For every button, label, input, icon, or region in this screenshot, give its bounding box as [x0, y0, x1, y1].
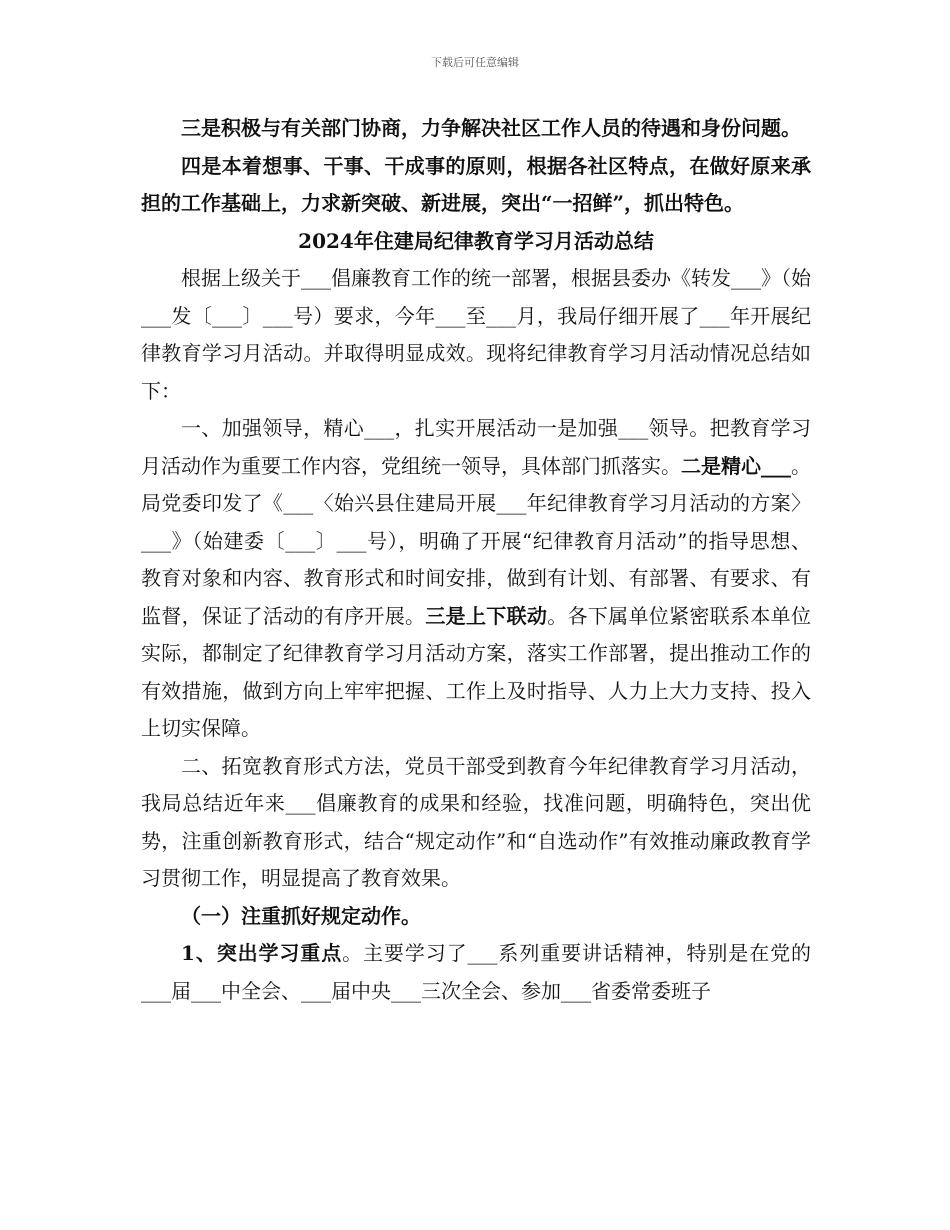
- paragraph-2-bold-d: 三是上下联动: [425, 603, 548, 628]
- document-body: [141, 110, 811, 1010]
- paragraph-5-bold: 1、突出学习重点: [181, 941, 343, 965]
- paragraph-2: [141, 410, 811, 748]
- paragraph-1: 根据上级关于___倡廉教育工作的统一部署，根据县委办《转发___》（始___发〔___〕___号）要求，今年___至___月，我局仔细开展了___年开展纪律教育学习月活动。并取得明显成效。现将纪律教育学习月活动情况总结如下：: [141, 266, 811, 403]
- paragraph-2-part-e: 。各下属单位紧密联系本单位实际，都制定了纪律教育学习月活动方案，落实工作部署，提出推动工作的有效措施，做到方向上牢牢把握、工作上及时指导、人力上大力支持、投入上切实保障。: [141, 603, 811, 740]
- document-title: 2024年住建局纪律教育学习月活动总结: [298, 228, 654, 253]
- paragraph-3: 二、拓宽教育形式方法，党员干部受到教育今年纪律教育学习月活动，我局总结近年来___倡廉教育的成果和经验，找准问题，明确特色，突出优势，注重创新教育形式，结合“规定动作”和“自选动作”有效推动廉政教育学习贯彻工作，明显提高了教育效果。: [141, 753, 811, 890]
- paragraph-5-rest: 。主要学习了___系列重要讲话精神，特别是在党的___届___中全会、___届中央___三次全会、参加___省委常委班子: [141, 941, 812, 1003]
- paragraph-intro-2: 四是本着想事、干事、干成事的原则，根据各社区特点，在做好原来承担的工作基础上，力求新突破、新进展，突出“一招鲜”，抓出特色。: [141, 153, 811, 215]
- paragraph-2-part-c: 。局党委印发了《___〈始兴县住建局开展___年纪律教育学习月活动的方案〉___》（始建委〔___〕___号），明确了开展“纪律教育月活动”的指导思想、教育对象和内容、教育形式和时间安排，做到有计划、有部署、有要求、有监督，保证了活动的有序开展。: [141, 453, 811, 628]
- paragraph-intro-1: 三是积极与有关部门协商，力争解决社区工作人员的待遇和身份问题。: [181, 116, 801, 140]
- paragraph-2-bold-b: 二是精心___: [681, 453, 791, 478]
- subheading-1: （一）注重抓好规定动作。: [181, 903, 421, 928]
- paragraph-2-part-a: 一、加强领导，精心___，扎实开展活动一是加强___领导。把教育学习月活动作为重要工作内容，党组统一领导，具体部门抓落实。: [141, 416, 811, 478]
- paragraph-5: [141, 935, 811, 1010]
- page-header-note: 下载后可任意编辑: [431, 56, 519, 69]
